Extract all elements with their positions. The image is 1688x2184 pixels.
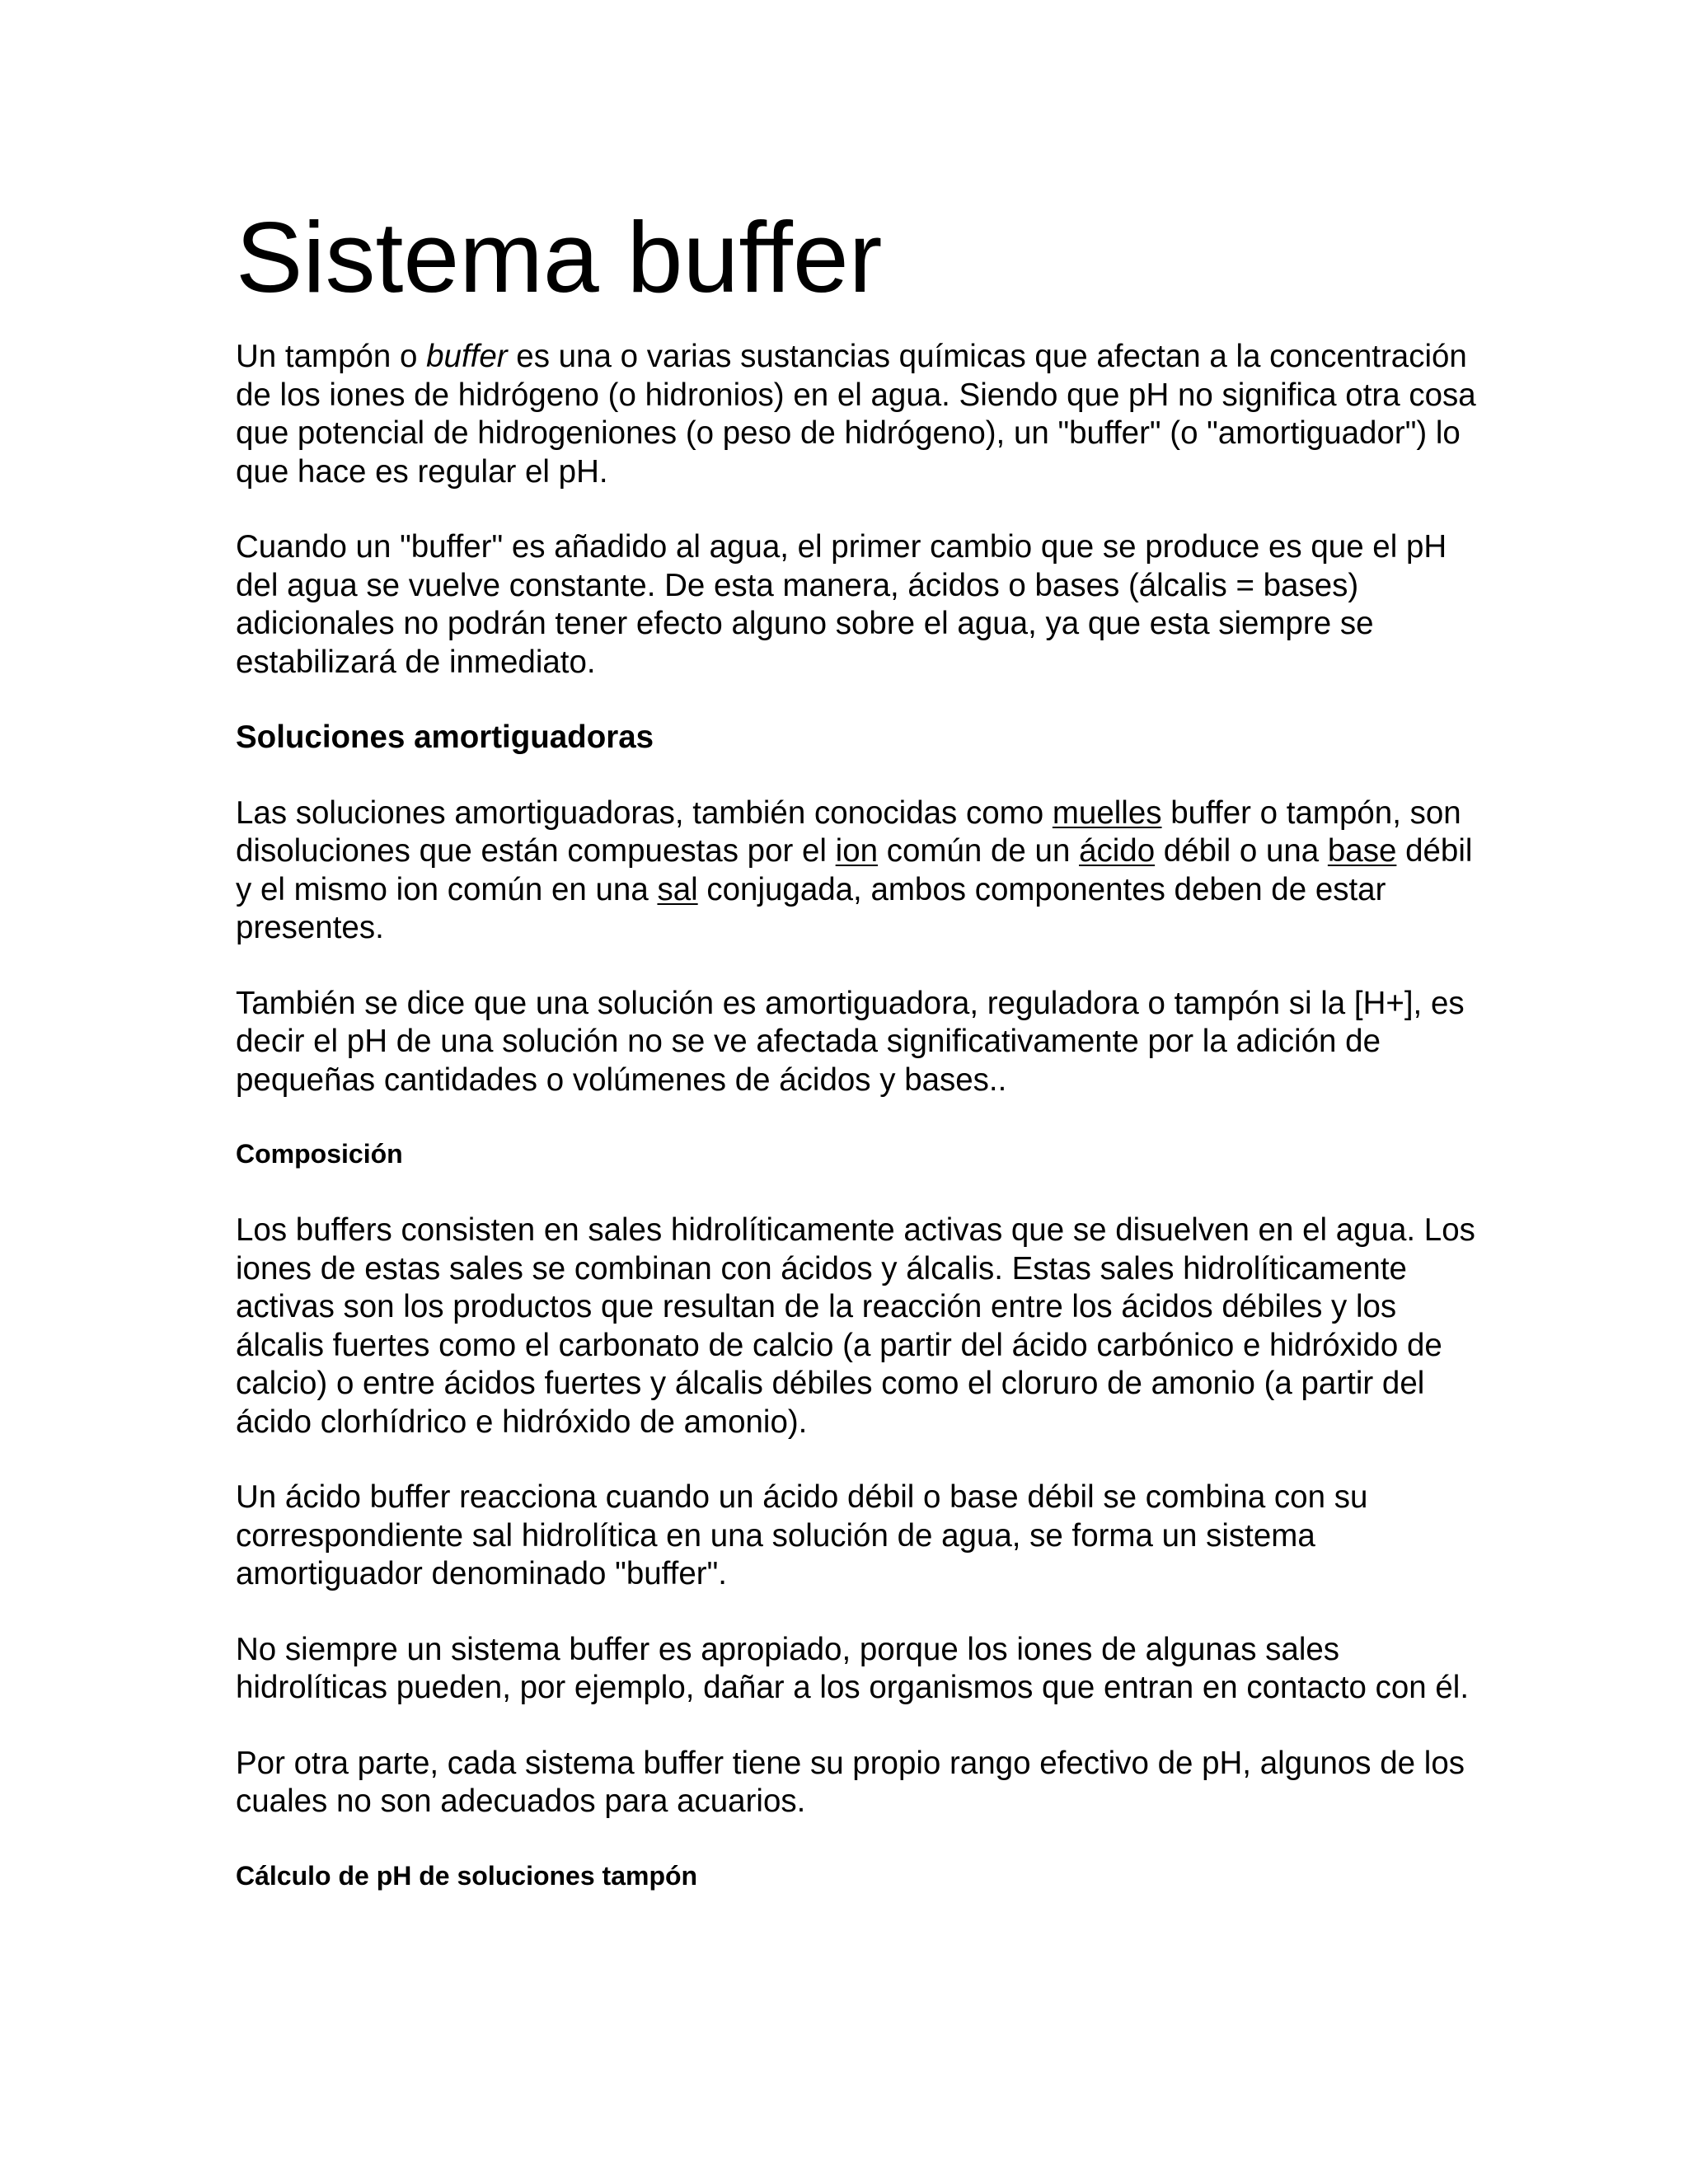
soluciones-text-5: débil y el mismo ion común en una <box>236 833 1473 907</box>
intro-paragraph-1 <box>236 338 1489 491</box>
soluciones-text-2: buffer o tampón, son disoluciones que están compuestas por el <box>236 794 1461 869</box>
composicion-paragraph-3: No siempre un sistema buffer es apropiado, porque los iones de algunas sales hidrolíticas pueden, por ejemplo, dañar a los organismos que entran en contacto con él. <box>236 1631 1470 1705</box>
section-heading-soluciones: Soluciones amortiguadoras <box>236 719 654 755</box>
section-heading-composicion: Composición <box>236 1139 403 1169</box>
intro-text-b: es una o varias sustancias químicas que afectan a la concentración de los iones de hidrógeno (o hidronios) en el agua. Siendo que pH no significa otra cosa que potencial de hidrogeniones (o peso de hidrógeno), un "buffer" (o "amortiguador") lo que hace es regular el pH. <box>236 339 1476 490</box>
soluciones-paragraph-1 <box>236 794 1489 948</box>
link-base[interactable]: base <box>1327 833 1397 869</box>
section-heading-calculo: Cálculo de pH de soluciones tampón <box>236 1860 698 1891</box>
intro-paragraph-2: Cuando un "buffer" es añadido al agua, el primer cambio que se produce es que el pH del agua se vuelve constante. De esta manera, ácidos o bases (álcalis = bases) adicionales no podrán tener efecto alguno sobre el agua, ya que esta siempre se estabilizará de inmediato. <box>236 529 1447 680</box>
soluciones-text-6: conjugada, ambos componentes deben de estar presentes. <box>236 871 1386 945</box>
composicion-paragraph-2: Un ácido buffer reacciona cuando un ácido débil o base débil se combina con su correspondiente sal hidrolítica en una solución de agua, se forma un sistema amortiguador denominado "buffer". <box>236 1479 1368 1591</box>
link-muelles[interactable]: muelles <box>1052 794 1162 831</box>
soluciones-text-3: común de un <box>878 833 1080 869</box>
link-acido[interactable]: ácido <box>1079 833 1156 869</box>
link-sal[interactable]: sal <box>657 871 698 907</box>
soluciones-paragraph-2: También se dice que una solución es amortiguadora, reguladora o tampón si la [H+], es decir el pH de una solución no se ve afectada significativamente por la adición de pequeñas cantidades o volúmenes de ácidos y bases.. <box>236 985 1465 1098</box>
link-ion[interactable]: ion <box>835 833 879 869</box>
soluciones-text-4: débil o una <box>1155 833 1328 869</box>
intro-text-a: Un tampón o <box>236 339 427 374</box>
page-title: Sistema buffer <box>236 201 883 313</box>
composicion-paragraph-1: Los buffers consisten en sales hidrolíticamente activas que se disuelven en el agua. Los iones de estas sales se combinan con ácidos y álcalis. Estas sales hidrolíticamente activas son los productos que resultan de la reacción entre los ácidos débiles y los álcalis fuertes como el carbonato de calcio (a partir del ácido carbónico e hidróxido de calcio) o entre ácidos fuertes y álcalis débiles como el cloruro de amonio (a partir del ácido clorhídrico e hidróxido de amonio). <box>236 1212 1475 1440</box>
soluciones-text-1: Las soluciones amortiguadoras, también conocidas como <box>236 794 1053 831</box>
document-body <box>236 191 1489 1894</box>
composicion-paragraph-4: Por otra parte, cada sistema buffer tiene su propio rango efectivo de pH, algunos de los cuales no son adecuados para acuarios. <box>236 1745 1465 1819</box>
intro-emphasis: buffer <box>426 339 508 374</box>
